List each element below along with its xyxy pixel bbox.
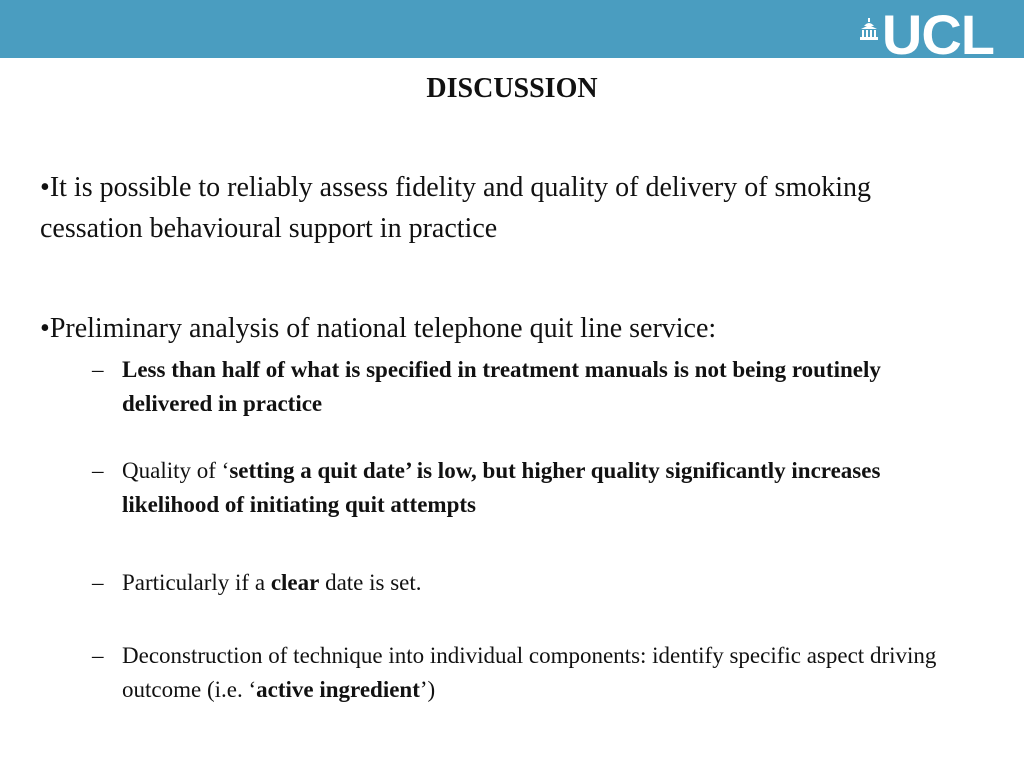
plain-text: date is set. <box>319 570 422 595</box>
ucl-portico-icon <box>860 18 878 40</box>
bullet-text: It is possible to reliably assess fidelity and quality of delivery of smoking cessation behavioural support in practice <box>40 172 872 244</box>
bullet-text: Preliminary analysis of national telephone quit line service: <box>49 313 717 344</box>
bold-text: Less than half of what is specified in treatment manuals is not being routinely delivered in practice <box>122 357 881 416</box>
plain-text: Particularly if a <box>122 570 271 595</box>
bold-text: setting a quit date’ is low, but higher quality significantly increases likelihood of initiating quit attempts <box>122 458 881 517</box>
sub-bullet-marker: – <box>92 458 104 483</box>
sub-bullet-item <box>92 566 972 600</box>
bold-text: clear <box>270 570 320 595</box>
sub-bullet-marker: – <box>92 357 104 382</box>
bullet-marker: • <box>40 172 50 203</box>
sub-bullet-item <box>92 639 972 707</box>
plain-text: Deconstruction of technique into individual components: identify specific aspect driving outcome (i.e. ‘ <box>122 643 937 702</box>
plain-text: Quality of ‘ <box>122 458 230 483</box>
plain-text: ’) <box>419 677 436 702</box>
bullet-item <box>40 308 960 349</box>
sub-bullet-text <box>122 639 972 707</box>
sub-bullet-marker: – <box>92 570 104 595</box>
slide-title: DISCUSSION <box>426 73 598 104</box>
bullet-marker: • <box>40 313 50 344</box>
sub-bullet-marker: – <box>92 643 104 668</box>
header-bar <box>0 0 1024 66</box>
bullet-item <box>40 167 960 249</box>
sub-bullet-item <box>92 353 972 421</box>
logo-text: UCL <box>881 3 994 66</box>
sub-bullet-text <box>122 566 972 600</box>
sub-bullet-item <box>92 454 972 522</box>
sub-bullet-text <box>122 353 972 421</box>
sub-bullet-text <box>122 454 972 522</box>
ucl-logo <box>860 3 994 66</box>
bold-text: active ingredient <box>256 677 420 702</box>
